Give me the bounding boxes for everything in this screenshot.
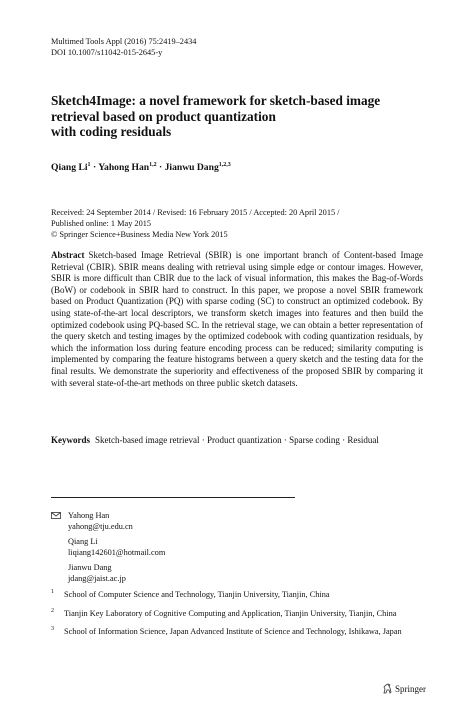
author-affiliation-sup: 1,2 — [149, 162, 157, 168]
affiliation-number: 2 — [51, 608, 54, 614]
correspondence-entry — [68, 563, 351, 585]
author-separator: · — [159, 162, 163, 173]
correspondence-block — [51, 511, 351, 589]
affiliation-text: School of Information Science, Japan Advanced Institute of Science and Technology, Ishikawa, Japan — [64, 627, 402, 636]
envelope-icon — [51, 512, 61, 519]
keywords-section — [51, 435, 431, 447]
publisher-name: Springer — [395, 684, 426, 694]
correspondent-email[interactable]: yahong@tju.edu.cn — [68, 521, 133, 531]
journal-citation: Multimed Tools Appl (2016) 75:2419–2434 — [51, 37, 197, 46]
dates-line-1: Received: 24 September 2014 / Revised: 16 February 2015 / Accepted: 20 April 2015 / — [51, 208, 340, 217]
footnote-divider — [51, 497, 295, 498]
author-affiliation-sup: 1,2,3 — [218, 162, 231, 168]
publisher-logo — [382, 683, 426, 694]
keywords-heading: Keywords — [51, 435, 90, 445]
author-list — [51, 162, 431, 173]
affiliation-text: School of Computer Science and Technology, Tianjin University, Tianjin, China — [64, 590, 330, 599]
author-name[interactable]: Jianwu Dang — [164, 162, 219, 173]
journal-header — [51, 37, 431, 59]
keywords-text: Sketch-based image retrieval · Product quantization · Sparse coding · Residual — [95, 435, 379, 445]
affiliation-text: Tianjin Key Laboratory of Cognitive Computing and Application, Tianjin University, Tianjin, China — [64, 609, 397, 618]
springer-horse-icon — [382, 683, 393, 694]
copyright-line: © Springer Science+Business Media New York 2015 — [51, 229, 228, 239]
paper-title — [51, 93, 431, 140]
title-line-3: with coding residuals — [51, 124, 172, 140]
abstract-text: Sketch-based Image Retrieval (SBIR) is one important branch of Content-based Image Retrieval (CBIR). SBIR means dealing with retrieval using simple edge or contour images. However, SBIR is more difficult than CBIR due to the lack of visual information, this makes the Bag-of-Words (BoW) or codebook in SBIR hard to construct. In this paper, we propose a novel SBIR framework based on Product Quantization (PQ) with sparse coding (SC) to construct an optimized codebook. By using state-of-the-art local descriptors, we transform sketch images into features and then build the optimized codebook using PQ-based SC. In the retrieval stage, we can obtain a better representation of the query sketch and testing images by the optimized codebook with coding quantization residuals, by which the information loss during feature encoding process can be reduced; similarity computing is implemented by comparing the feature histograms between a query sketch and the testing data for the final results. We demonstrate the superiority and effectiveness of the proposed SBIR by comparing it with several state-of-the-art methods on three public sketch datasets. — [51, 250, 423, 388]
author-separator: · — [92, 162, 97, 173]
author-name[interactable]: Qiang Li — [51, 162, 88, 173]
author-name[interactable]: Yahong Han — [98, 162, 150, 173]
author-affiliation-sup: 1 — [87, 162, 91, 168]
affiliation-number: 3 — [51, 626, 54, 632]
correspondent-email[interactable]: liqiang142601@hotmail.com — [68, 547, 166, 557]
correspondent-name: Jianwu Dang — [68, 563, 112, 573]
publication-dates — [51, 208, 431, 240]
correspondent-email[interactable]: jdang@jaist.ac.jp — [68, 573, 126, 583]
abstract-section — [51, 250, 423, 389]
title-line-1: Sketch4Image: a novel framework for sketch-based image — [51, 93, 381, 108]
affiliation-number: 1 — [51, 589, 54, 595]
correspondent-name: Qiang Li — [68, 537, 98, 547]
journal-doi: DOI 10.1007/s11042-015-2645-y — [51, 47, 163, 57]
dates-line-2: Published online: 1 May 2015 — [51, 218, 152, 228]
correspondence-entry — [68, 537, 351, 559]
abstract-heading: Abstract — [51, 250, 85, 260]
correspondent-name: Yahong Han — [68, 511, 110, 520]
title-line-2: retrieval based on product quantization — [51, 108, 276, 124]
correspondence-entry — [68, 511, 351, 533]
